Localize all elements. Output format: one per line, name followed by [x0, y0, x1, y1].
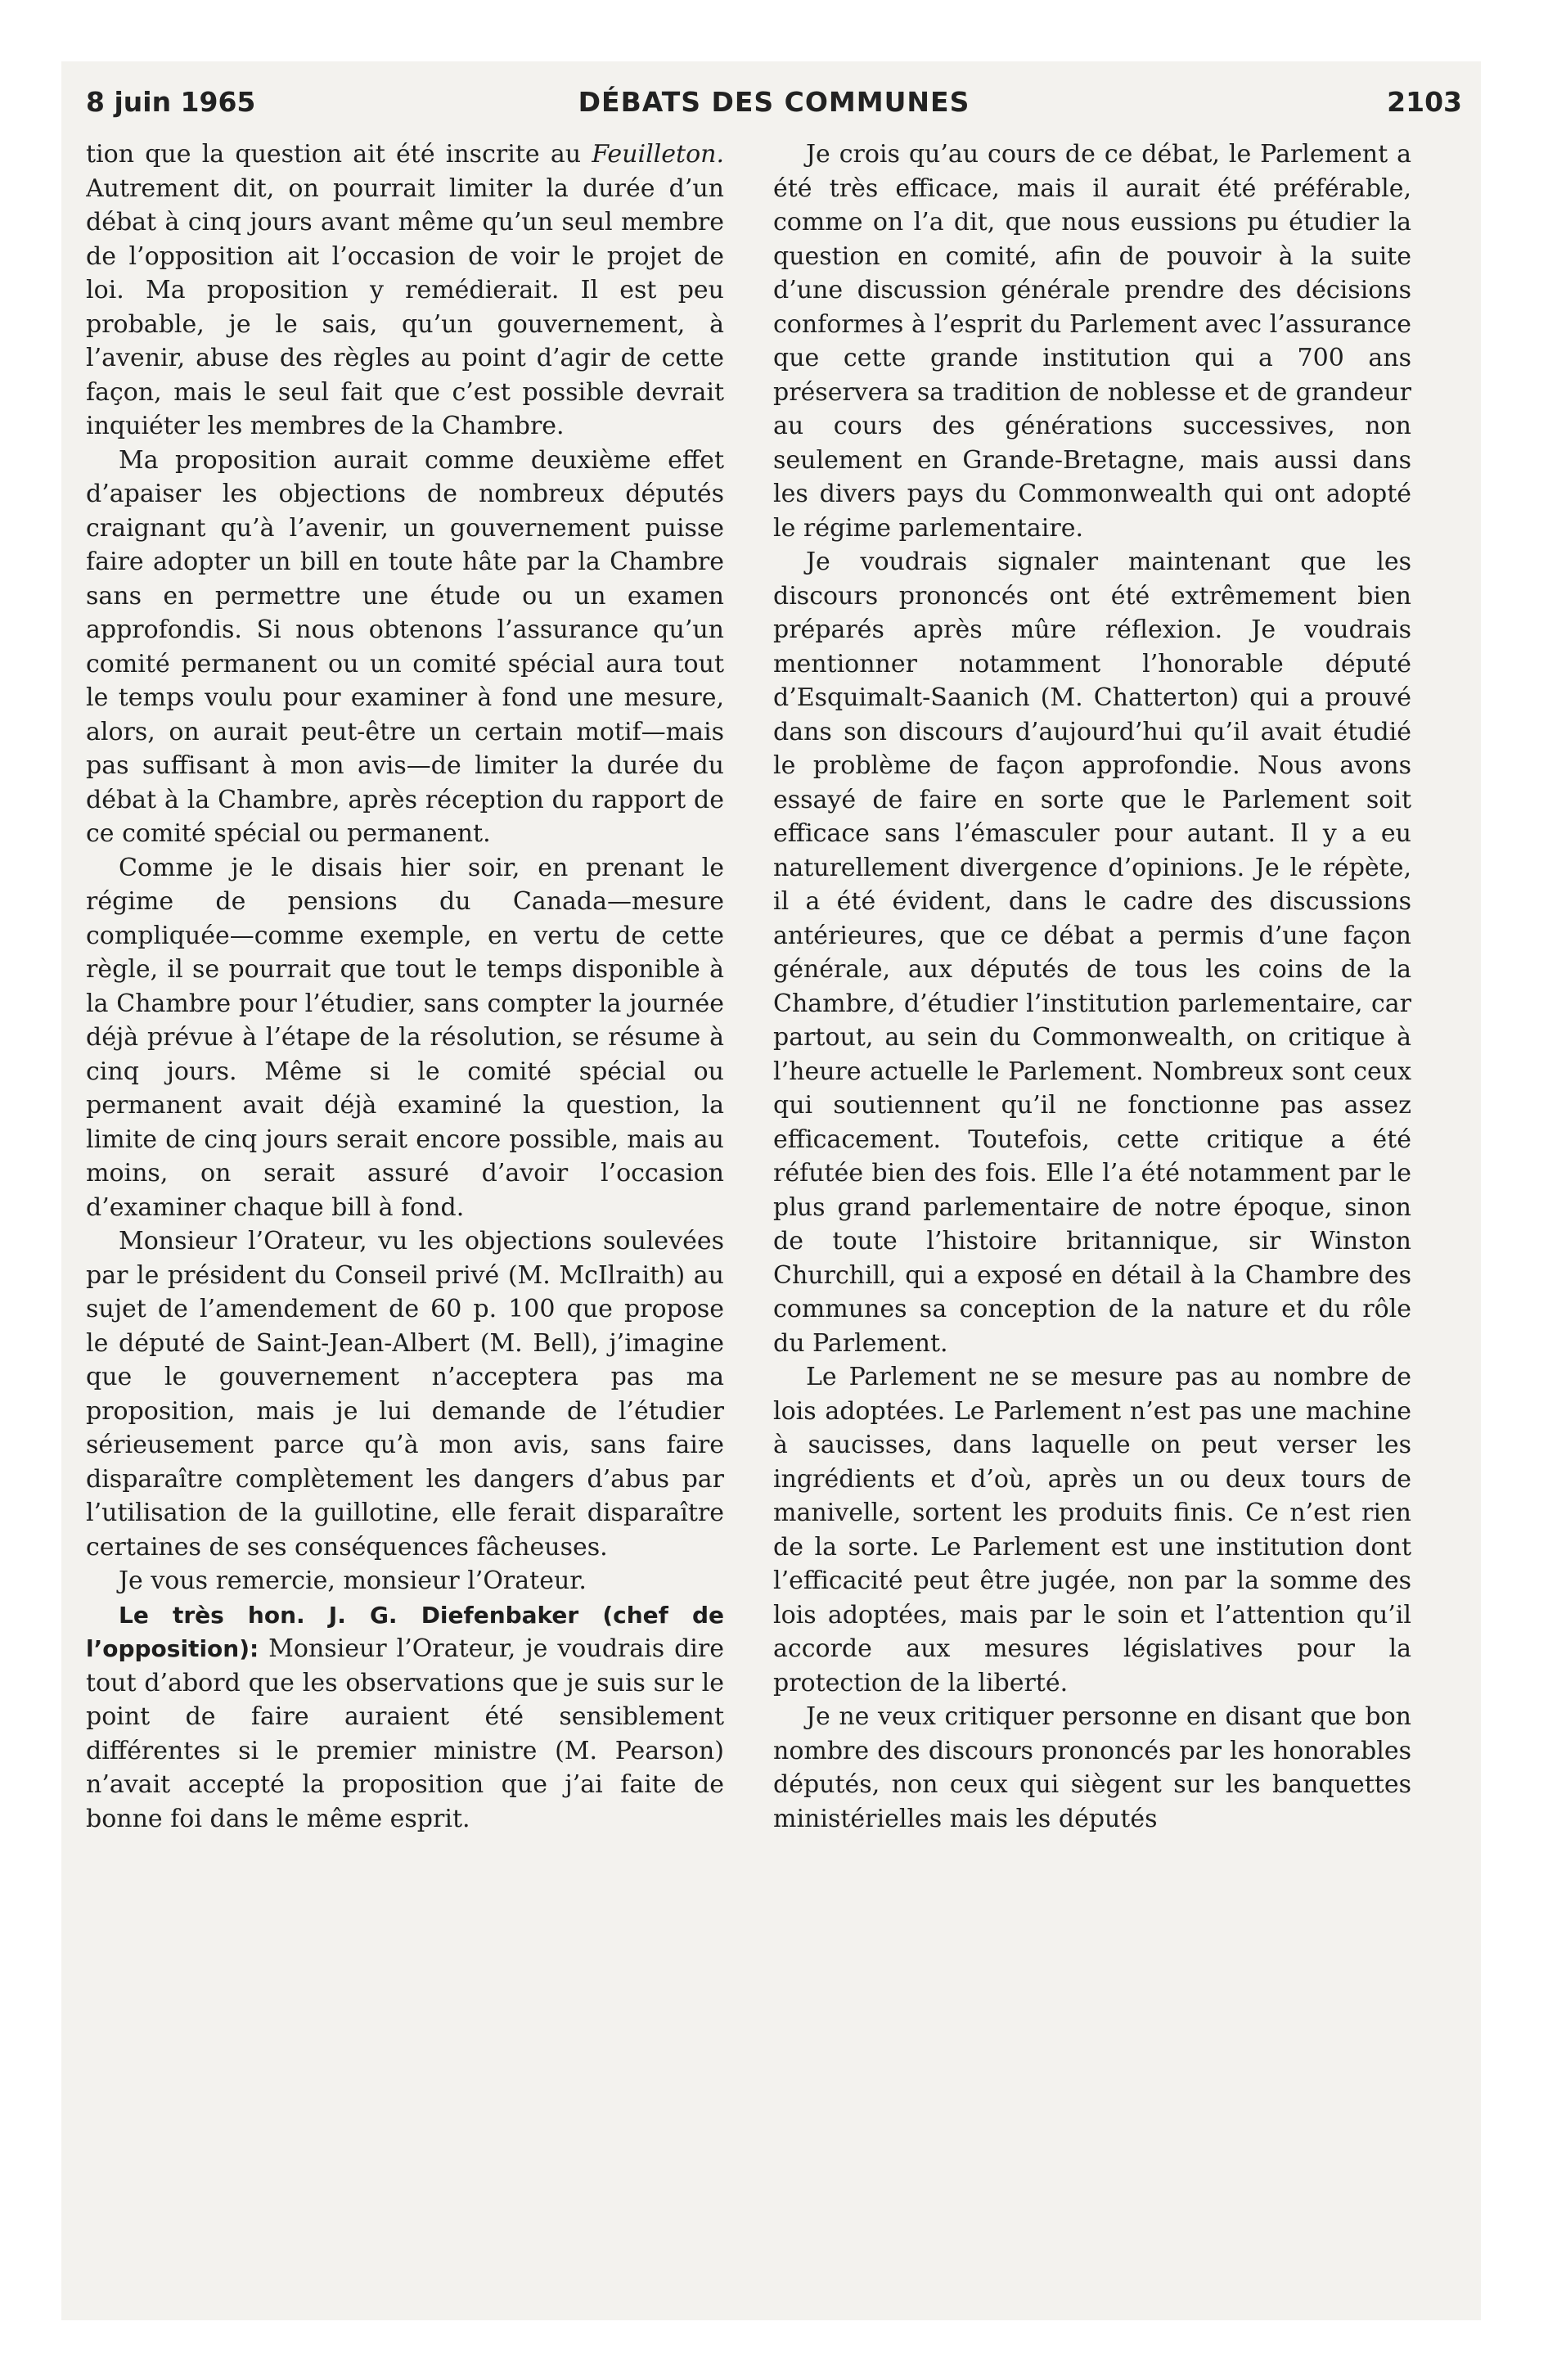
header-date: 8 juin 1965 — [86, 86, 256, 118]
page-header — [86, 86, 1462, 135]
paragraph: Je vous remercie, monsieur l’Orateur. — [119, 1566, 587, 1595]
header-title: DÉBATS DES COMMUNES — [578, 86, 970, 118]
paragraph: Le Parlement ne se mesure pas au nombre de lois adoptées. Le Parlement n’est pas une machine à saucisses, dans laquelle on peut verser les ingrédients et d’où, après un ou deux tours de manivelle, sortent les produits finis. Ce n’est rien de la sorte. Le Parlement est une institution dont l’efficacité peut être jugée, non par la somme des lois adoptées, mais par le soin et l’attention qu’il accorde aux mesures législatives pour la protection de la liberté. — [773, 1363, 1411, 1697]
speaker-name: Le très hon. J. G. Diefenbaker (chef de l’opposition): — [86, 1601, 724, 1662]
paragraph: Ma proposition aurait comme deuxième effet d’apaiser les objections de nombreux députés craignant qu’à l’avenir, un gouvernement puisse faire adopter un bill en toute hâte par la Chambre sans en permettre une étude ou un examen approfondis. Si nous obtenons l’assurance qu’un comité permanent ou un comité spécial aura tout le temps voulu pour examiner à fond une mesure, alors, on aurait peut-être un certain motif—mais pas suffisant à mon avis—de limiter la durée du débat à la Chambre, après réception du rapport de ce comité spécial ou permanent. — [86, 445, 724, 848]
page-number: 2103 — [1387, 86, 1462, 118]
paragraph: Comme je le disais hier soir, en prenant le régime de pensions du Canada—mesure compliquée—comme exemple, en vertu de cette règle, il se pourrait que tout le temps disponible à la Chambre pour l’étudier, sans compter la journée déjà prévue à l’étape de la résolution, se résume à cinq jours. Même si le comité spécial ou permanent avait déjà examiné la question, la limite de cinq jours serait encore possible, mais au moins, on serait assuré d’avoir l’occasion d’examiner chaque bill à fond. — [86, 853, 724, 1222]
paragraph: Je voudrais signaler maintenant que les discours prononcés ont été extrêmement bien préparés après mûre réflexion. Je voudrais mentionner notamment l’honorable député d’Esquimalt-Saanich (M. Chatterton) qui a prouvé dans son discours d’aujourd’hui qu’il avait étudié le problème de façon approfondie. Nous avons essayé de faire en sorte que le Parlement soit efficace sans l’émasculer pour autant. Il y a eu naturellement divergence d’opinions. Je le répète, il a été évident, dans le cadre des discussions antérieures, que ce débat a permis d’une façon générale, aux députés de tous les coins de la Chambre, d’étudier l’institution parlementaire, car partout, au sein du Commonwealth, on critique à l’heure actuelle le Parlement. Nombreux sont ceux qui soutiennent qu’il ne fonctionne pas assez efficacement. Toutefois, cette critique a été réfutée bien des fois. Elle l’a été notamment par le plus grand parlementaire de notre époque, sinon de toute l’histoire britannique, sir Winston Churchill, qui a exposé en détail à la Chambre des communes sa conception de la nature et du rôle du Parlement. — [773, 548, 1411, 1358]
paragraph: Monsieur l’Orateur, vu les objections soulevées par le président du Conseil privé (M. McIlraith) au sujet de l’amendement de 60 p. 100 que propose le député de Saint-Jean-Albert (M. Bell), j’imagine que le gouvernement n’acceptera pas ma proposition, mais je lui demande de l’étudier sérieusement parce qu’à mon avis, sans faire disparaître complètement les dangers d’abus par l’utilisation de la guillotine, elle ferait disparaître certaines de ses conséquences fâcheuses. — [86, 1227, 724, 1562]
left-column — [86, 137, 724, 2233]
speaker-paragraph: Le très hon. J. G. Diefenbaker (chef de l’opposition): Monsieur l’Orateur, je voudrais dire tout d’abord que les observations que je suis sur le point de faire auraient été sensiblement différentes si le premier ministre (M. Pearson) n’avait accepté la proposition que j’ai faite de bonne foi dans le même esprit. — [86, 1601, 724, 1833]
right-column — [773, 137, 1411, 2233]
paragraph: Je crois qu’au cours de ce débat, le Parlement a été très efficace, mais il aurait été préférable, comme on l’a dit, que nous eussions pu étudier la question en comité, afin de pouvoir à la suite d’une discussion générale prendre des décisions conformes à l’esprit du Parlement avec l’assurance que cette grande institution qui a 700 ans préservera sa tradition de noblesse et de grandeur au cours des générations successives, non seulement en Grande-Bretagne, mais aussi dans les divers pays du Commonwealth qui ont adopté le régime parlementaire. — [773, 140, 1411, 543]
paragraph: tion que la question ait été inscrite au Feuilleton. Autrement dit, on pourrait limiter la durée d’un débat à cinq jours avant même qu’un seul membre de l’opposition ait l’occasion de voir le projet de loi. Ma proposition y remédierait. Il est peu probable, je le sais, qu’un gouvernement, à l’avenir, abuse des règles au point d’agir de cette façon, mais le seul fait que c’est possible devrait inquiéter les membres de la Chambre. — [86, 140, 724, 440]
italic-word: Feuilleton. — [592, 140, 724, 169]
paragraph: Je ne veux critiquer personne en disant que bon nombre des discours prononcés par les honorables députés, non ceux qui siègent sur les banquettes ministérielles mais les députés — [773, 1702, 1411, 1833]
